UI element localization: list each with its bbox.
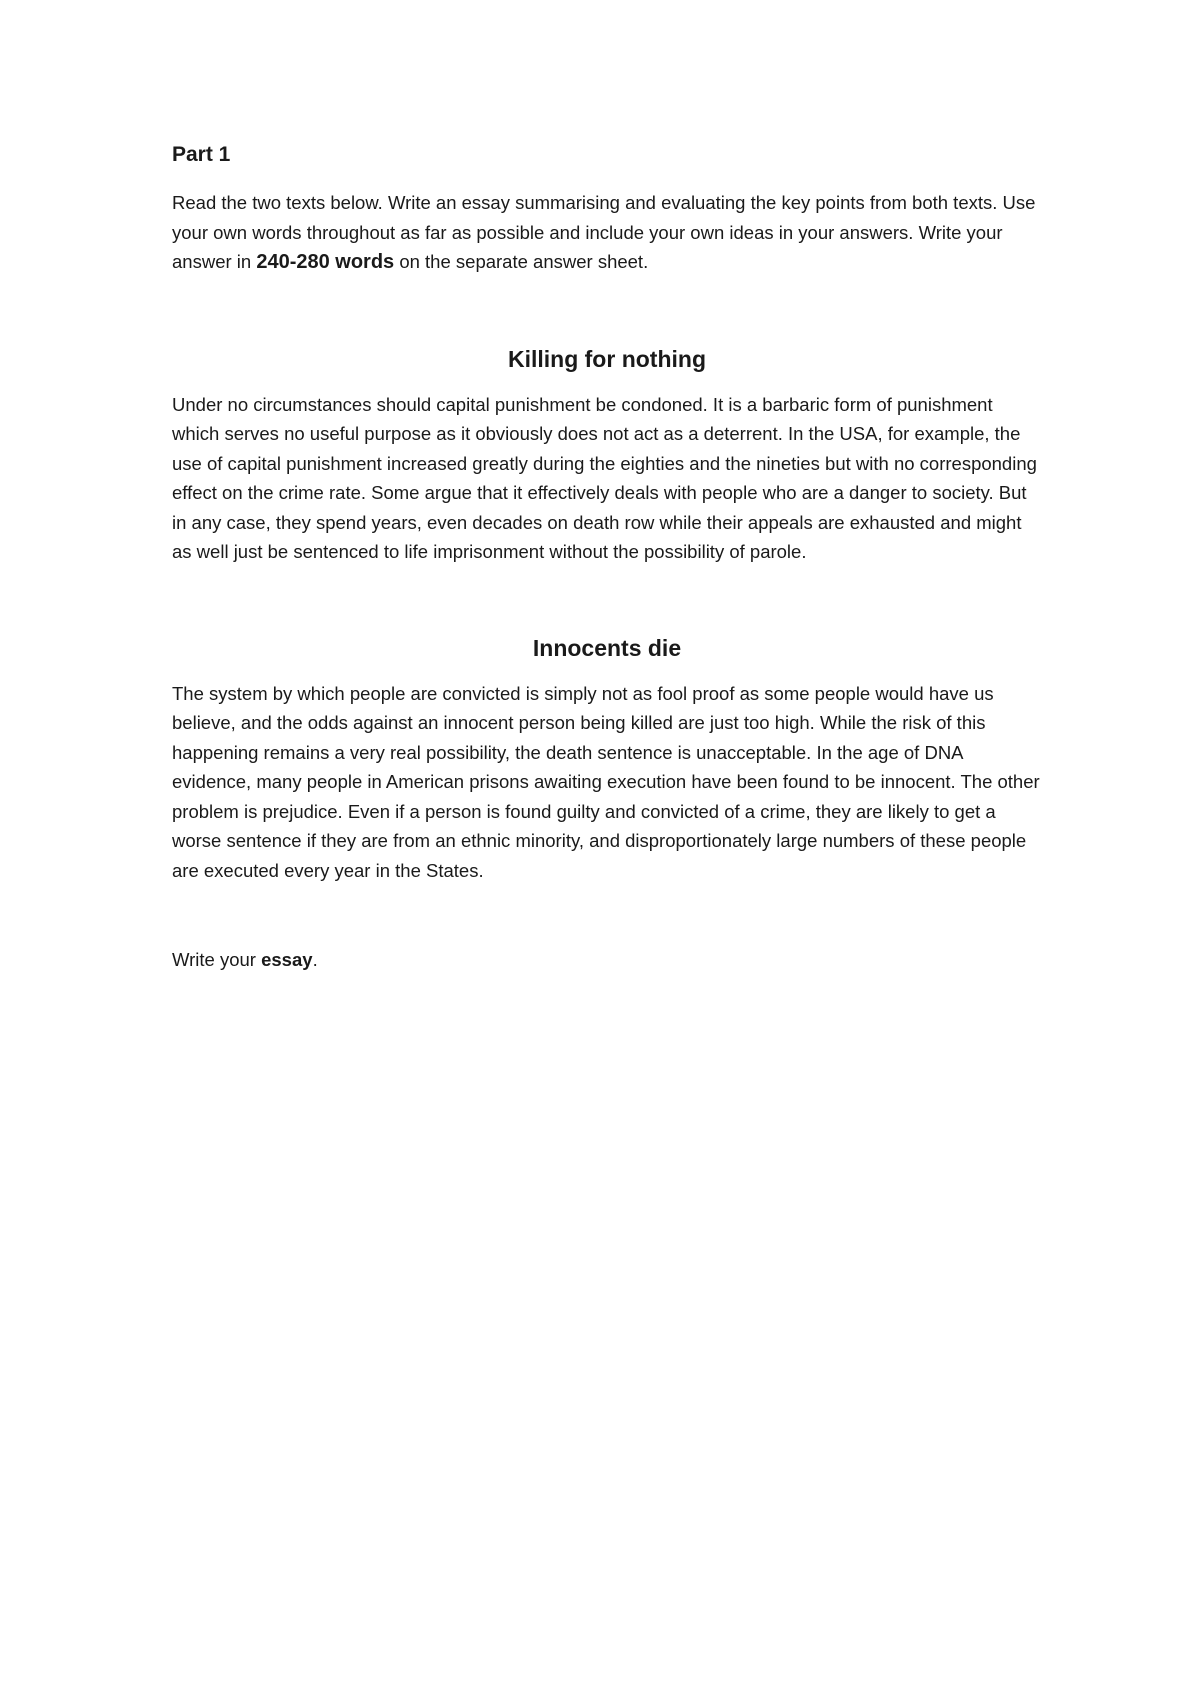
section-title-killing-for-nothing: Killing for nothing [507,345,706,372]
document-page [172,140,1042,975]
closing-instruction [172,945,1042,975]
closing-emphasis: essay [261,949,313,970]
instructions-paragraph [172,188,1042,278]
section-body-killing-for-nothing: Under no circumstances should capital punishment be condoned. It is a barbaric form of punishment which serves no useful purpose as it obviously does not act as a deterrent. In the USA, for example, the use of capital punishment increased greatly during the eighties and the nineties but with no corresponding effect on the crime rate. Some argue that it effectively deals with people who are a danger to society. But in any case, they spend years, even decades on death row while their appeals are exhausted and might as well just be sentenced to life imprisonment without the possibility of parole. [172,393,1037,562]
section-title-innocents-die: Innocents die [532,634,682,661]
word-count-requirement: 240-280 words [256,251,395,273]
instructions-text-end: on the separate answer sheet. [394,251,649,272]
closing-text-end: . [312,949,318,970]
section-body-innocents-die: The system by which people are convicted is simply not as fool proof as some people would have us believe, and the odds against an innocent person being killed are just too high. While the risk of this happening remains a very real possibility, the death sentence is unacceptable. In the age of DNA evidence, many people in American prisons awaiting execution have been found to be innocent. The other problem is prejudice. Even if a person is found guilty and convicted of a crime, they are likely to get a worse sentence if they are from an ethnic minority, and disproportionately large numbers of these people are executed every year in the States. [172,682,1040,881]
closing-text: Write your [172,949,262,970]
part-title: Part 1 [172,143,231,166]
instructions-text: Read the two texts below. Write an essay summarising and evaluating the key points from both texts. Use your own words throughout as far as possible and include your own ideas in your answers. Write your answer in [172,192,1036,272]
